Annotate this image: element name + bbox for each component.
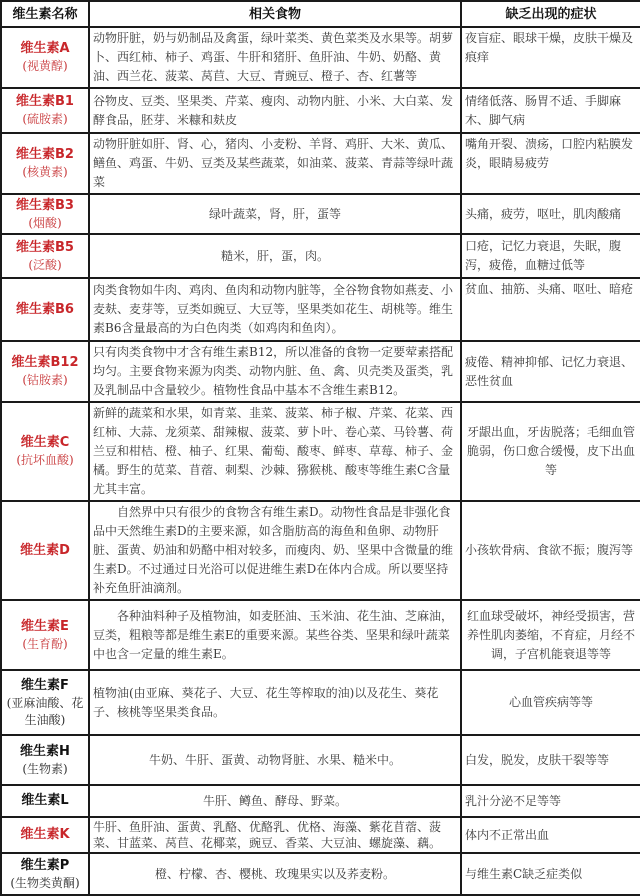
vitamin-alias: (生育酚) [22,636,68,651]
symptoms-cell: 心血管疾病等等 [461,670,640,735]
vitamin-alias: (泛酸) [28,257,62,272]
vitamin-name: 维生素B6 [16,301,74,317]
foods-cell: 植物油(由亚麻、葵花子、大豆、花生等榨取的油)以及花生、葵花子、核桃等坚果类食品。 [89,670,461,735]
symptoms-cell: 贫血、抽筋、头痛、呕吐、暗疮 [461,278,640,341]
foods-cell: 肉类食物如牛肉、鸡肉、鱼肉和动物内脏等，全谷物食物如燕麦、小麦麸、麦芽等，豆类如豌豆、大豆等，坚果类如花生、胡桃等。维生素B6含量最高的为白色肉类（如鸡肉和鱼肉）。 [89,278,461,341]
table-row-vitamin-b5 [1,234,640,278]
vitamin-name-cell [1,27,89,88]
table-row-vitamin-c [1,402,640,501]
table-row-vitamin-l [1,785,640,817]
foods-cell: 自然界中只有很少的食物含有维生素D。动物性食品是非强化食品中天然维生素D的主要来源，如含脂肪高的海鱼和鱼卵、动物肝脏、蛋黄、奶油和奶酪中相对较多，而瘦肉、奶、坚果中含微量的维生素D。不过通过日光浴可以促进维生素D在体内合成。所以要坚持补充鱼肝油滴剂。 [89,501,461,600]
symptoms-cell: 红血球受破坏，神经受损害，营养性肌肉萎缩，不育症，月经不调，子宫机能衰退等等 [461,600,640,670]
vitamin-alias: (生物素) [22,761,68,776]
symptoms-cell: 牙龈出血，牙齿脱落；毛细血管脆弱，伤口愈合缓慢，皮下出血等 [461,402,640,501]
vitamin-name: 维生素B12 [11,355,79,370]
vitamin-name-cell [1,735,89,785]
vitamin-name: 维生素B1 [16,94,74,109]
table-row-vitamin-e [1,600,640,670]
vitamin-name: 维生素F [21,677,69,693]
header-vitamin-name: 维生素名称 [1,1,89,27]
table-row-vitamin-b3 [1,194,640,234]
symptoms-cell: 体内不正常出血 [461,817,640,853]
vitamin-name-cell [1,278,89,341]
foods-cell: 谷物皮、豆类、坚果类、芹菜、瘦肉、动物内脏、小米、大白菜、发酵食品，胚芽、米糠和麸皮 [89,88,461,133]
table-row-vitamin-b1 [1,88,640,133]
header-deficiency-symptoms: 缺乏出现的症状 [461,1,640,27]
table-row-vitamin-p [1,853,640,895]
vitamin-name: 维生素D [20,542,70,558]
vitamin-name: 维生素P [20,857,70,873]
symptoms-cell: 情绪低落、肠胃不适、手脚麻木、脚气病 [461,88,640,133]
symptoms-cell: 嘴角开裂、溃疡，口腔内粘膜发炎，眼睛易疲劳 [461,133,640,194]
vitamin-alias: (亚麻油酸、花生油酸) [6,695,84,727]
table-row-vitamin-b12 [1,341,640,402]
vitamin-name: 维生素B3 [16,197,74,213]
vitamin-name-cell [1,853,89,895]
table-row-vitamin-b2 [1,133,640,194]
vitamin-name-cell [1,402,89,501]
foods-cell: 各种油料种子及植物油，如麦胚油、玉米油、花生油、芝麻油，豆类，粗粮等都是维生素E的重要来源。某些谷类、坚果和绿叶蔬菜中也含一定量的维生素E。 [89,600,461,670]
vitamin-name-cell [1,88,89,133]
symptoms-cell: 夜盲症、眼球干燥，皮肤干燥及痕痒 [461,27,640,88]
vitamin-name-cell [1,600,89,670]
symptoms-cell: 白发，脱发，皮肤干裂等等 [461,735,640,785]
symptoms-cell: 小孩软骨病、食欲不振；腹泻等 [461,501,640,600]
foods-cell: 新鲜的蔬菜和水果，如青菜、韭菜、菠菜、柿子椒、芹菜、花菜、西红柿、大蒜、龙须菜、甜辣椒、菠菜、萝卜叶、卷心菜、马铃薯、荷兰豆和柑桔、橙、柚子、红果、葡萄、酸枣、鲜枣、草莓、柿子、金橘。野生的苋菜、苜蓿、刺梨、沙棘、猕猴桃、酸枣等维生素C含量尤其丰富。 [89,402,461,501]
symptoms-cell: 头痛，疲劳，呕吐，肌肉酸痛 [461,194,640,234]
foods-cell: 牛肝、鱼肝油、蛋黄、乳酪、优酪乳、优格、海藻、紫花苜蓿、菠菜、甘蓝菜、莴苣、花椰菜，豌豆、香菜、大豆油、螺旋藻、藕。 [89,817,461,853]
table-row-vitamin-d [1,501,640,600]
vitamin-name: 维生素B5 [16,239,74,255]
foods-cell: 绿叶蔬菜，肾，肝，蛋等 [89,194,461,234]
vitamin-name-cell [1,133,89,194]
foods-cell: 牛肝、鳟鱼、酵母、野菜。 [89,785,461,817]
vitamin-name-cell [1,501,89,600]
table-header-row [1,1,640,27]
vitamin-name: 维生素L [21,793,69,808]
vitamin-name-cell [1,194,89,234]
vitamin-alias: (生物类黄酮) [10,875,80,890]
symptoms-cell: 与维生素C缺乏症类似 [461,853,640,895]
vitamin-alias: (钴胺素) [22,373,68,387]
vitamin-name: 维生素B2 [16,147,74,162]
vitamin-alias: (抗坏血酸) [16,453,74,467]
vitamin-name-cell [1,234,89,278]
foods-cell: 糙米，肝，蛋，肉。 [89,234,461,278]
table-row-vitamin-a [1,27,640,88]
symptoms-cell: 疲倦、精神抑郁、记忆力衰退、恶性贫血 [461,341,640,402]
foods-cell: 橙、柠檬、杏、樱桃、玫瑰果实以及荞麦粉。 [89,853,461,895]
table-row-vitamin-h [1,735,640,785]
vitamin-alias: (硫胺素) [22,112,68,126]
vitamin-name-cell [1,341,89,402]
vitamin-name: 维生素H [20,743,70,759]
table-row-vitamin-f [1,670,640,735]
vitamin-name: 维生素A [20,41,70,56]
foods-cell: 牛奶、牛肝、蛋黄、动物肾脏、水果、糙米中。 [89,735,461,785]
vitamin-name-cell [1,670,89,735]
foods-cell: 动物肝脏，奶与奶制品及禽蛋，绿叶菜类、黄色菜类及水果等。胡萝卜、西红柿、柿子、鸡蛋、牛肝和猪肝、鱼肝油、牛奶、奶酪、黄油、西兰花、菠菜、莴苣、大豆、青豌豆、橙子、杏、红薯等 [89,27,461,88]
header-related-foods: 相关食物 [89,1,461,27]
foods-cell: 只有肉类食物中才含有维生素B12，所以准备的食物一定要荤素搭配均匀。主要食物来源为肉类、动物内脏、鱼、禽、贝壳类及蛋类，乳及乳制品中含量较少。植物性食品中基本不含维生素B12。 [89,341,461,402]
vitamin-alias: (视黄醇) [22,59,68,73]
vitamin-alias: (核黄素) [22,165,68,179]
vitamin-name: 维生素K [20,827,70,842]
vitamin-name-cell [1,785,89,817]
vitamin-name-cell [1,817,89,853]
table-row-vitamin-k [1,817,640,853]
table-row-vitamin-b6 [1,278,640,341]
vitamin-alias: (烟酸) [28,215,62,230]
symptoms-cell: 乳汁分泌不足等等 [461,785,640,817]
vitamin-name: 维生素E [21,618,69,634]
foods-cell: 动物肝脏如肝、肾、心，猪肉、小麦粉、羊肾、鸡肝、大米、黄瓜、鳝鱼、鸡蛋、牛奶、豆类及某些蔬菜，如油菜、菠菜、青蒜等绿叶蔬菜 [89,133,461,194]
symptoms-cell: 口疮，记忆力衰退，失眠，腹泻，疲倦，血糖过低等 [461,234,640,278]
vitamin-name: 维生素C [20,435,70,450]
